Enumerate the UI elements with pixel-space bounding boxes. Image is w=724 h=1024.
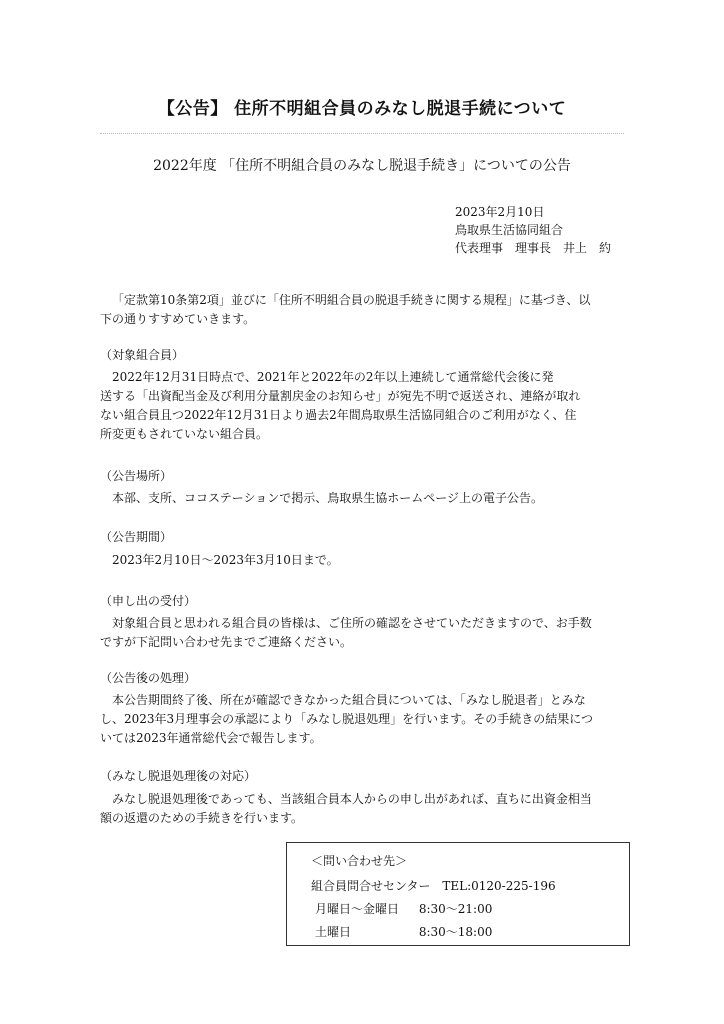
intro-line: 「定款第10条第2項」並びに「住所不明組合員の脱退手続きに関する規程」に基づき、以 <box>112 293 591 307</box>
section-heading-notice-location: （公告場所） <box>100 469 173 483</box>
contact-box <box>286 842 630 946</box>
saturday-hours-row <box>315 923 492 940</box>
weekday-hours-row <box>315 900 492 917</box>
section-body-post-processing <box>100 790 630 828</box>
section-line: 額の返還のための手続きを行います。 <box>100 811 304 825</box>
section-line: 送する「出資配当金及び利用分量割戻金のお知らせ」が宛先不明で返送され、連絡が取れ <box>100 389 581 403</box>
section-line: 所変更もされていない組合員。 <box>100 427 269 441</box>
intro-line: 下の通りすすめていきます。 <box>100 312 256 326</box>
issuer-organization: 鳥取県生活協同組合 <box>455 223 564 237</box>
section-body-after-notice <box>100 691 630 748</box>
page-title: 【公告】 住所不明組合員のみなし脱退手続について <box>157 99 567 119</box>
section-line: みなし脱退処理後であっても、当該組合員本人からの申し出があれば、直ちに出資金相当 <box>112 792 592 806</box>
section-body-notice-location <box>100 489 630 508</box>
issue-date: 2023年2月10日 <box>455 205 545 219</box>
section-line: 2022年12月31日時点で、2021年と2022年の2年以上連続して通常総代会後に発 <box>112 370 554 384</box>
section-heading-target-members: （対象組合員） <box>100 348 185 362</box>
issuer-representative: 代表理事 理事長 井上 約 <box>455 241 612 255</box>
issuer-block <box>455 203 611 257</box>
section-line: 本部、支所、ココステーションで掲示、鳥取県生協ホームページ上の電子公告。 <box>112 491 544 505</box>
section-line: し、2023年3月理事会の承認により「みなし脱退処理」を行います。その手続きの結果につ <box>100 712 593 726</box>
contact-phone[interactable]: TEL:0120-225-196 <box>442 879 556 893</box>
section-line: 2023年2月10日～2023年3月10日まで。 <box>112 553 339 567</box>
section-body-notice-period <box>100 551 630 570</box>
page-subtitle: 2022年度 「住所不明組合員のみなし脱退手続き」についての公告 <box>153 158 571 174</box>
section-line: 本公告期間終了後、所在が確認できなかった組合員については、「みなし脱退者」とみな <box>112 693 586 707</box>
section-line: いては2023年通常総代会で報告します。 <box>100 731 322 745</box>
section-body-target-members <box>100 368 630 444</box>
contact-center-name: 組合員問合せセンター <box>311 879 431 893</box>
weekday-hours: 8:30～21:00 <box>418 902 493 916</box>
intro-paragraph <box>100 291 630 329</box>
contact-title: ＜問い合わせ先＞ <box>311 854 408 868</box>
contact-center-row <box>311 877 556 894</box>
section-line: 対象組合員と思われる組合員の皆様は、ご住所の確認をさせていただきますので、お手数 <box>112 616 592 630</box>
title-divider <box>100 133 624 134</box>
weekday-label: 月曜日～金曜日 <box>315 902 400 916</box>
section-body-applications <box>100 614 630 652</box>
section-heading-notice-period: （公告期間） <box>100 530 173 544</box>
saturday-label: 土曜日 <box>315 925 352 939</box>
section-heading-after-notice: （公告後の処理） <box>100 671 197 685</box>
section-line: ない組合員且つ2022年12月31日より過去2年間鳥取県生活協同組合のご利用がなく、住 <box>100 408 577 422</box>
section-line: ですが下記問い合わせ先までご連絡ください。 <box>100 635 353 649</box>
section-heading-post-processing: （みなし脱退処理後の対応） <box>100 769 257 783</box>
section-heading-applications: （申し出の受付） <box>100 594 197 608</box>
saturday-hours: 8:30～18:00 <box>418 925 493 939</box>
